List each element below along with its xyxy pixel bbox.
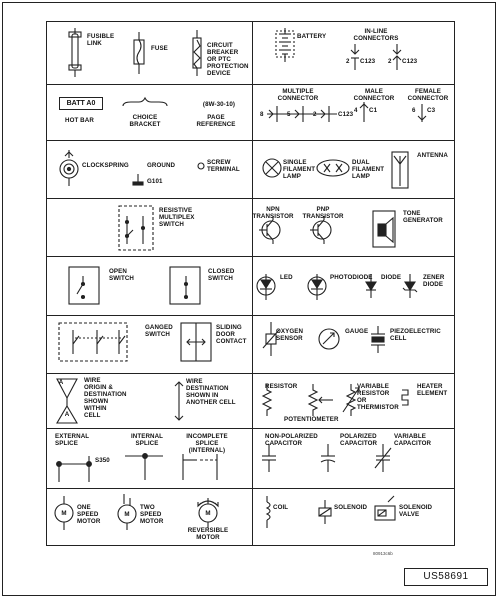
internal-splice-icon (125, 454, 163, 480)
choice-bracket-label: CHOICE BRACKET (129, 114, 161, 128)
oxygen-sensor-label: OXYGEN SENSOR (276, 328, 304, 342)
clockspring-icon (60, 150, 78, 186)
diode-label: DIODE (381, 274, 402, 281)
hot-bar-box: BATT A0 (59, 97, 103, 110)
antenna-label: ANTENNA (417, 152, 448, 159)
gauge-icon (319, 329, 339, 349)
female-connector-code: C3 (427, 107, 436, 114)
variable-capacitor-icon (375, 444, 391, 472)
photodiode-icon (308, 274, 326, 300)
incomplete-splice-icon (183, 454, 217, 480)
multiple-connector-label: MULTIPLE CONNECTOR (277, 88, 319, 102)
heater-element-icon (402, 390, 408, 405)
multiple-connector-pin: 2 (313, 111, 317, 118)
one-speed-motor-label: ONE SPEED MOTOR (77, 504, 101, 525)
male-connector-icon (360, 102, 368, 122)
wire-a-bottom-label: A (64, 411, 70, 418)
fusible-link-label: FUSIBLE LINK (87, 33, 115, 47)
splice-code: S350 (95, 457, 110, 464)
pnp-label: PNP TRANSISTOR (302, 206, 344, 220)
circuit-breaker-label: CIRCUIT BREAKER OR PTC PROTECTION DEVICE (207, 42, 249, 77)
resistive-multiplex-switch-icon (119, 206, 153, 250)
inline-pin-label: 2 (346, 58, 350, 65)
battery-icon (276, 28, 294, 62)
male-connector-code: C1 (369, 107, 378, 114)
wiring-symbols-chart (46, 21, 455, 546)
non-polarized-capacitor-label: NON-POLARIZED CAPACITOR (265, 433, 318, 447)
potentiometer-icon (309, 384, 333, 416)
internal-splice-label: INTERNAL SPLICE (130, 433, 164, 447)
wire-a-top-label: A (58, 379, 64, 386)
non-polarized-capacitor-icon (262, 444, 276, 472)
female-connector-icon (418, 104, 426, 122)
photodiode-label: PHOTODIODE (330, 274, 373, 281)
resistive-multiplex-label: RESISTIVE MULTIPLEX SWITCH (159, 207, 195, 228)
closed-switch-label: CLOSED SWITCH (208, 268, 235, 282)
ganged-switch-label: GANGED SWITCH (145, 324, 173, 338)
polarized-capacitor-icon (321, 444, 335, 472)
figure-reference: 80913c6b (373, 551, 393, 556)
screw-terminal-label: SCREW TERMINAL (207, 159, 240, 173)
hot-bar-label: HOT BAR (65, 117, 94, 124)
reversible-motor-label: REVERSIBLE MOTOR (187, 527, 229, 541)
sliding-door-contact-icon (181, 323, 211, 361)
motor-m-label: M (205, 510, 211, 517)
ground-label: GROUND (147, 162, 176, 169)
female-connector-label: FEMALE CONNECTOR (407, 88, 449, 102)
ganged-switch-icon (59, 323, 127, 361)
image-code-box: US58691 (404, 568, 488, 586)
choice-bracket-icon (123, 98, 167, 106)
variable-capacitor-label: VARIABLE CAPACITOR (394, 433, 432, 447)
antenna-icon (392, 152, 408, 188)
piezoelectric-cell-icon (371, 326, 385, 353)
male-connector-label: MALE CONNECTOR (353, 88, 395, 102)
dual-filament-lamp-icon (317, 160, 349, 176)
polarized-capacitor-label: POLARIZED CAPACITOR (340, 433, 378, 447)
motor-m-label: M (61, 510, 67, 517)
ground-icon (133, 174, 143, 185)
page-reference-code: (8W-30-10) (202, 101, 236, 108)
male-connector-pin: 4 (354, 107, 358, 114)
resistor-label: RESISTOR (265, 383, 298, 390)
zener-diode-label: ZENER DIODE (423, 274, 445, 288)
solenoid-valve-label: SOLENOID VALVE (399, 504, 433, 518)
two-speed-motor-label: TWO SPEED MOTOR (140, 504, 164, 525)
screw-terminal-icon (198, 163, 204, 169)
heater-element-label: HEATER ELEMENT (417, 383, 448, 397)
open-switch-icon (69, 267, 99, 304)
dual-filament-label: DUAL FILAMENT LAMP (352, 159, 385, 180)
gauge-label: GAUGE (345, 328, 369, 335)
inline-pin-label: 2 (388, 58, 392, 65)
solenoid-icon (319, 500, 331, 524)
fuse-icon (134, 32, 144, 74)
external-splice-icon (57, 456, 92, 482)
wire-destination-icon (175, 382, 183, 420)
npn-transistor-icon (259, 216, 280, 244)
open-switch-label: OPEN SWITCH (109, 268, 135, 282)
potentiometer-label: POTENTIOMETER (284, 416, 339, 423)
circuit-breaker-icon (193, 30, 201, 76)
led-label: LED (280, 274, 293, 281)
motor-m-label: M (124, 511, 130, 518)
wire-destination-label: WIRE DESTINATION SHOWN IN ANOTHER CELL (186, 378, 236, 406)
incomplete-splice-label: INCOMPLETE SPLICE (INTERNAL) (186, 433, 228, 454)
tone-generator-icon (373, 211, 395, 247)
battery-label: BATTERY (297, 33, 327, 40)
inline-connectors-label: IN-LINE CONNECTORS (353, 28, 399, 42)
sliding-door-label: SLIDING DOOR CONTACT (216, 324, 247, 345)
npn-label: NPN TRANSISTOR (252, 206, 294, 220)
variable-resistor-label: VARIABLE RESISTOR OR THERMISTOR (357, 383, 399, 411)
solenoid-label: SOLENOID (334, 504, 368, 511)
led-icon (257, 274, 275, 300)
coil-icon (267, 496, 270, 528)
ground-code: G101 (147, 178, 163, 185)
solenoid-valve-icon (375, 496, 395, 520)
multiple-connector-pin: 5 (287, 111, 291, 118)
fusible-link-icon (69, 28, 81, 77)
coil-label: COIL (273, 504, 289, 511)
zener-diode-icon (403, 274, 417, 298)
piezoelectric-label: PIEZOELECTRIC CELL (390, 328, 441, 342)
tone-generator-label: TONE GENERATOR (403, 210, 443, 224)
single-filament-lamp-icon (263, 159, 281, 177)
multiple-connector-icon (267, 106, 337, 122)
fuse-label: FUSE (151, 45, 168, 52)
single-filament-label: SINGLE FILAMENT LAMP (283, 159, 316, 180)
external-splice-label: EXTERNAL SPLICE (55, 433, 90, 447)
inline-connector-code: C123 (402, 58, 418, 65)
wire-origin-label: WIRE ORIGIN & DESTINATION SHOWN WITHIN CELL (84, 377, 127, 419)
closed-switch-icon (170, 267, 200, 304)
multiple-connector-pin: 8 (260, 111, 264, 118)
clockspring-label: CLOCKSPRING (82, 162, 129, 169)
inline-connector-icon (351, 44, 401, 70)
page-reference-label: PAGE REFERENCE (196, 114, 236, 128)
multiple-connector-code: C123 (338, 111, 354, 118)
female-connector-pin: 6 (412, 107, 416, 114)
inline-connector-code: C123 (360, 58, 376, 65)
pnp-transistor-icon (310, 216, 331, 244)
